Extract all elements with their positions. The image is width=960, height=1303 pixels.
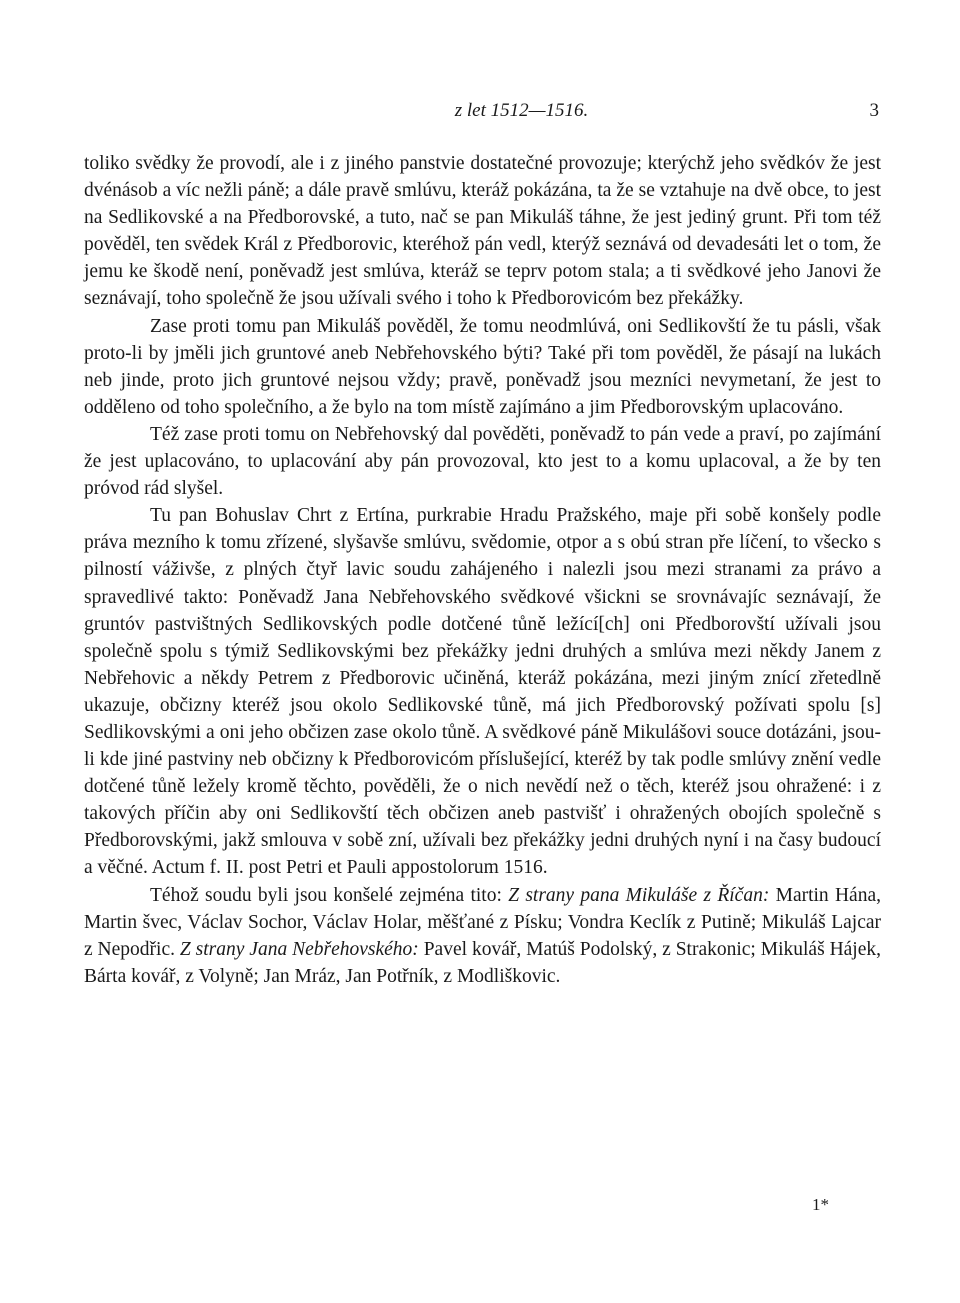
paragraph-5-part-2-italic: Z strany pana Mikuláše z Říčan: (508, 884, 770, 906)
page-number: 3 (869, 100, 879, 121)
paragraph-4: Tu pan Bohuslav Chrt z Ertína, purkrabie Hradu Pražského, maje při sobě konšely podle práva mezního k tomu zřízené, slyšavše smlúvu, svědomie, otpor a s obú stran pře líčení, to všecko s pilností váživše, z plných čtyř lavic soudu zahájeného i nalezli jsou mezi stranami za právo a spravedlivé takto: Poněvadž Jana Nebřehovského svědkové všickni se srovnávajíc seznávají, že gruntóv pastvištných Sedlikovských podle dotčené tůně ležící[ch] oni Předborovští užívali jsou společně spolu s týmiž Sedlikovskými bez překážky jedni druhých a smlúva mezi někdy Janem z Nebřehovic a někdy Petrem z Předborovic učiněná, kteráž pokázána, mezi jiným znící zřetedlně ukazuje, občizny kteréž jsou okolo Sedlikovské tůně, má jich Předborovský požívati spolu [s] Sedlikovskými a oni jeho občizen zase okolo tůně. A svědkové páně Mikulášovi souce dotázáni, jsou-li kde jiné pastviny neb občizny k Předborovicóm příslušející, kteréž by tak podle smlúvy znění vedle dotčené tůně ležely kromě těchto, pověděli, že o nich nevědí než o těch, kteréž jsou ohražené: i z takových příčin aby oni Sedlikovští těch občizen aneb pastvišť i ohražených obojích společně s Předborovskými, jakž smlouva v sobě zní, užívali bez překážky jedni druhých nyní i na časy budoucí a věčné. Actum f. II. post Petri et Pauli appostolorum 1516. (84, 505, 881, 879)
running-head (84, 100, 879, 130)
signature-mark: 1* (812, 1195, 829, 1214)
paragraph-5 (84, 882, 881, 990)
paragraph-5-part-1: Téhož soudu byli jsou konšelé zejména tito: (150, 884, 509, 906)
paragraph-3: Též zase proti tomu on Nebřehovský dal pověděti, poněvadž to pán vede a praví, po zajímání že jest uplacováno, to uplacování aby pán provozoval, kto jest to a komu uplacoval, a že by ten próvod rád slyšel. (84, 423, 881, 500)
running-title: z let 1512—1516. (454, 100, 589, 121)
paragraph-5-part-5: Pavel kovář, Matúš Podolský, z Strakonic; Mikuláš Hájek, Bárta kovář, z Volyně; Jan Mráz, Jan Potřník, z Modliškovic. (84, 938, 882, 987)
paragraph-5-part-4-italic: Z strany Jana Nebřehovského: (179, 938, 419, 960)
paragraph-2: Zase proti tomu pan Mikuláš pověděl, že tomu neodmlúvá, oni Sedlikovští že tu pásli, však proto-li by jměli jich gruntové aneb Nebřehovského býti? Také při tom pověděl, že pásají na lukách neb jinde, proto jich gruntové nejsou vždy; pravě, poněvadž jsou mezníci nevymetaní, že jest to odděleno od toho společního, a že bylo na tom místě zajímáno a jim Předborovským uplacováno. (84, 315, 881, 418)
body-text (84, 150, 881, 990)
paragraph-5-part-3: Martin Hána, Martin švec, Václav Sochor, Václav Holar, měšťané z Písku; Vondra Keclík z Putině; Mikuláš Lajcar z Nepodřic. (84, 884, 881, 960)
paragraph-1: toliko svědky že provodí, ale i z jiného panstvie dostatečné provozuje; kterýchž jeho svědkóv že jest dvénásob a víc nežli páně; a dále pravě smlúvu, kteráž pokázána, ta že se vztahuje na dvě obce, to jest na Sedlikovské a na Předborovské, a tuto, nač se pan Mikuláš táhne, že jest jediný grunt. Při tom též pověděl, ten svědek Král z Předborovic, kteréhož pán vedl, kterýž seznává od devadesáti let o tom, že jemu ke škodě není, poněvadž jest smlúva, kteráž se teprv potom stala; a ti svědkové jeho Janovi že seznávají, toho společně že jsou užívali svého i toho k Předborovicóm bez překážky. (84, 153, 881, 310)
